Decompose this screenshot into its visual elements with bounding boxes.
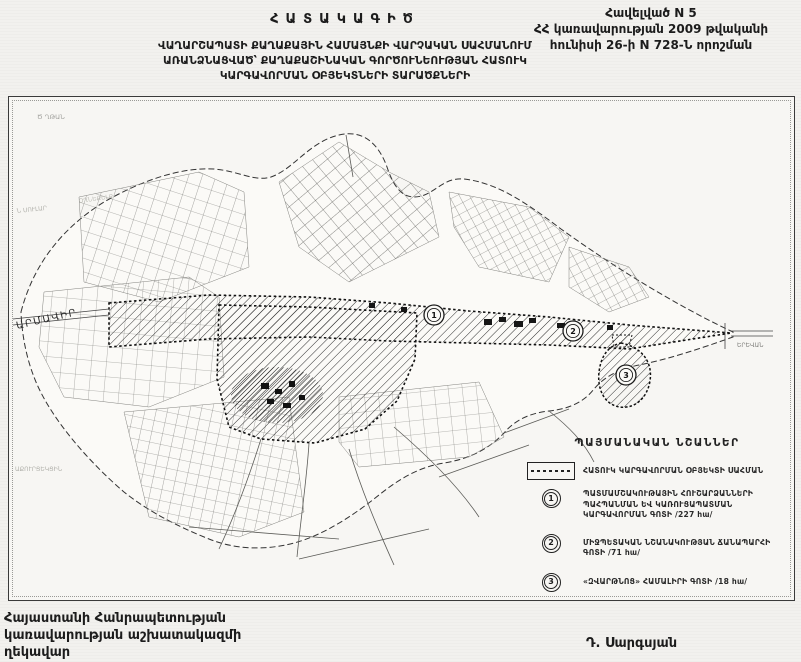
signatory-line-3: ղեկավար xyxy=(4,645,71,660)
zone2-circle-icon xyxy=(542,534,561,553)
signatory-name: Դ. Սարգսյան xyxy=(586,636,678,651)
map-sheet xyxy=(8,96,795,601)
subtitle-line-2: ԱՌԱՆՁՆԱՑՎԱԾ՝ ՔԱՂԱՔԱՇԻՆԱԿԱՆ ԳՈՐԾՈՒՆԵՈՒԹՅԱՆ ՀԱՏՈՒԿ xyxy=(162,54,527,67)
label-armavir: ԱՐՄԱՎԻՐ xyxy=(15,307,79,332)
zone1-line1: ՊԱՏՄԱՄՇԱԿՈՒԹԱՅԻՆ ՀՈՒՇԱՐՁԱՆՆԵՐԻ xyxy=(583,489,754,498)
legend-row-boundary xyxy=(519,462,795,480)
annex-line-2: ՀՀ կառավարության 2009 թվականի xyxy=(533,22,769,36)
label-yerevan: ԵՐԵՎԱՆ xyxy=(737,342,764,349)
faint-label-w1: ՕՂՆԵՔԵԼՔ xyxy=(78,193,114,205)
faint-label-nw: Ծ ՂԹԱՆ xyxy=(37,113,65,121)
legend-row-zone1 xyxy=(519,489,795,521)
zone2-number: 2 xyxy=(548,538,554,547)
faint-label-w2: Ն ՍՈՒԼԱՐ xyxy=(16,204,48,215)
zone3-number: 3 xyxy=(548,577,554,586)
zone3-line1: «ԶՎԱՐԹՆՈՑ» ՀԱՄԱԼԻՐԻ ԳՈՏԻ /18 հա/ xyxy=(583,576,748,586)
dashed-line-icon xyxy=(531,470,571,472)
signatory-line-1: Հայաստանի Հանրապետության xyxy=(4,611,227,626)
monastery-complex-cluster xyxy=(231,367,323,423)
zone-marker-1 xyxy=(424,305,444,325)
page-title: ՀԱՏԱԿԱԳԻԾ xyxy=(270,12,420,27)
legend xyxy=(519,437,795,601)
boundary-swatch-icon xyxy=(527,462,575,480)
page-subtitle xyxy=(105,38,585,83)
subtitle-line-3: ԿԱՐԳԱՎՈՐՄԱՆ ՕԲՅԵԿՏՆԵՐԻ ՏԱՐԱԾՔՆԵՐԻ xyxy=(219,69,471,82)
zone-marker-3 xyxy=(616,365,636,385)
zone3-circle-icon xyxy=(542,573,561,592)
faint-label-sw: ԱՔՈՒՐՑԵԿՑԻՆ xyxy=(15,466,63,473)
annex-line-1: Հավելված N 5 xyxy=(605,6,697,20)
subtitle-line-1: ՎԱՂԱՐՇԱՊԱՏԻ ՔԱՂԱՔԱՅԻՆ ՀԱՄԱՅՆՔԻ ՎԱՐՉԱԿԱՆ ՍԱՀՄԱՆՈՒՄ xyxy=(158,39,532,52)
legend-row-zone2 xyxy=(519,534,795,559)
signatory-title xyxy=(4,610,241,661)
zone1-line2: ՊԱՀՊԱՆՄԱՆ ԵՎ ԿԱՌՈՒՑԱՊԱՏՄԱՆ xyxy=(583,499,733,509)
svg-text:1: 1 xyxy=(431,311,437,320)
zone1-number: 1 xyxy=(548,493,554,503)
signatory-line-2: կառավարության աշխատակազմի xyxy=(4,628,242,643)
svg-text:3: 3 xyxy=(623,371,629,380)
zone1-line3: ԿԱՐԳԱՎՈՐՄԱՆ ԳՈՏԻ /227 հա/ xyxy=(583,510,713,519)
zone1-circle-icon xyxy=(542,489,561,508)
zone-marker-2 xyxy=(563,321,583,341)
svg-text:2: 2 xyxy=(570,327,576,336)
annex-line-3: հունիսի 26-ի N 728-Ն որոշման xyxy=(549,38,753,52)
legend-title: ՊԱՅՄԱՆԱԿԱՆ ՆՇԱՆՆԵՐ xyxy=(574,437,740,449)
legend-row-zone3 xyxy=(519,573,795,592)
legend-boundary-label: ՀԱՏՈՒԿ ԿԱՐԳԱՎՈՐՄԱՆ ՕԲՅԵԿՏԻ ՍԱՀՄԱՆ xyxy=(583,466,764,475)
zone2-line1: ՄԻՋՊԵՏԱԿԱՆ ՆՇԱՆԱԿՈՒԹՅԱՆ ՃԱՆԱՊԱՐՀԻ ԳՈՏԻ /71 հա/ xyxy=(583,537,771,557)
